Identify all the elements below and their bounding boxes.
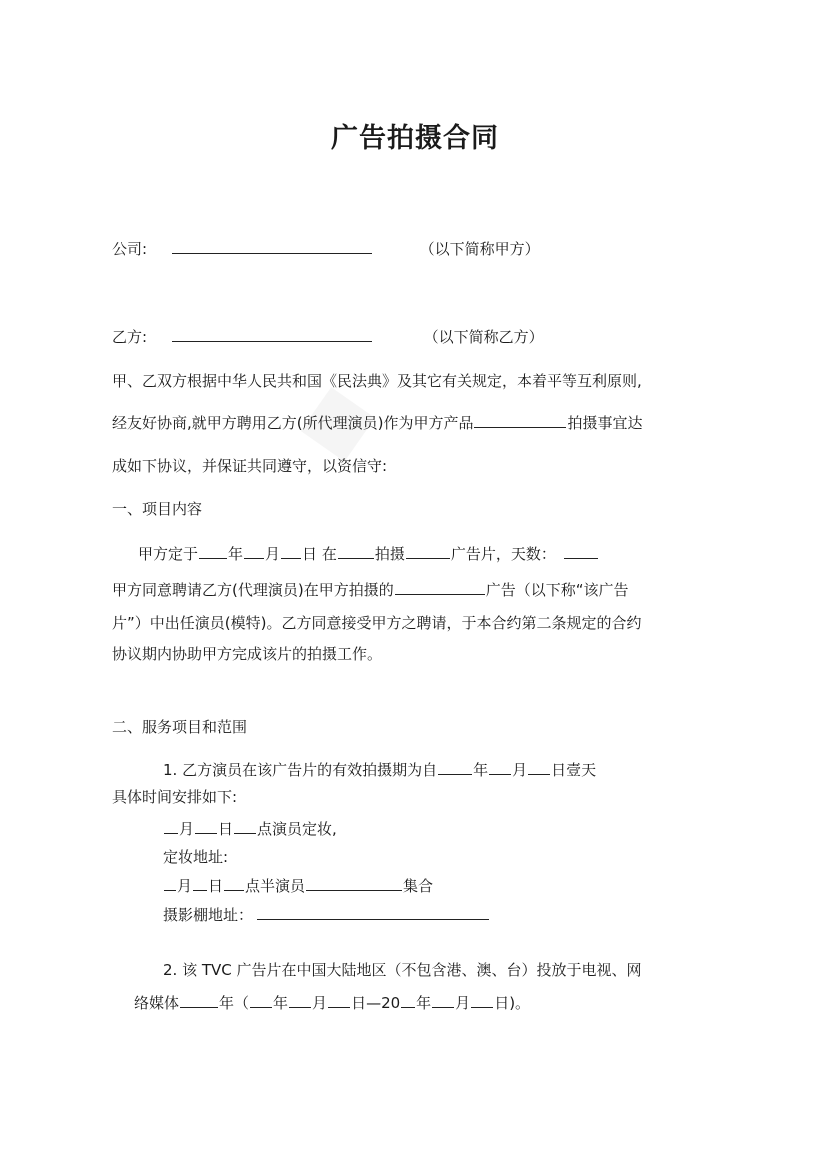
intro-line-2	[112, 412, 643, 434]
intro-line-1: 甲、乙双方根据中华人民共和国《民法典》及其它有关规定，本着平等互利原则,	[112, 372, 642, 390]
year-blank[interactable]	[438, 759, 472, 775]
day-blank[interactable]	[471, 992, 493, 1008]
month-blank[interactable]	[244, 543, 264, 559]
section-1-heading: 一、项目内容	[112, 500, 203, 518]
month-blank[interactable]	[489, 759, 511, 775]
item-1	[163, 759, 596, 781]
party-a-line	[112, 238, 540, 260]
day-blank[interactable]	[328, 992, 350, 1008]
text: 日)。	[494, 994, 531, 1012]
text: 日 在	[302, 545, 337, 563]
days-blank[interactable]	[564, 543, 598, 559]
text: 年	[473, 761, 489, 779]
studio-address	[163, 904, 490, 926]
text: 甲方同意聘请乙方(代理演员)在甲方拍摄的	[112, 581, 394, 599]
item-2-line-1: 2. 该 TVC 广告片在中国大陆地区（不包含港、澳、台）投放于电视、网	[163, 961, 642, 979]
hour-blank[interactable]	[224, 875, 244, 891]
makeup-address-label: 定妆地址:	[163, 848, 229, 866]
text: 月	[312, 994, 328, 1012]
party-b-label: 乙方:	[112, 328, 148, 346]
day-blank[interactable]	[193, 875, 207, 891]
month-blank[interactable]	[289, 992, 311, 1008]
party-b-blank[interactable]	[172, 326, 372, 342]
product-blank[interactable]	[474, 412, 566, 428]
ad-blank[interactable]	[395, 579, 485, 595]
item-1-line-2: 具体时间安排如下:	[112, 788, 238, 806]
party-b-note: （以下简称乙方）	[423, 328, 544, 346]
text: 广告片，天数：	[450, 545, 556, 563]
text: 年	[273, 994, 289, 1012]
text: 年（	[219, 994, 250, 1012]
year-blank[interactable]	[250, 992, 272, 1008]
text: 日壹天	[551, 761, 597, 779]
year-blank[interactable]	[199, 543, 227, 559]
day-blank[interactable]	[195, 818, 217, 834]
month-blank[interactable]	[432, 992, 454, 1008]
text: 拍摄	[374, 545, 405, 563]
text: 月	[512, 761, 528, 779]
year-blank[interactable]	[401, 992, 415, 1008]
section-1-p1	[138, 543, 599, 565]
text: 络媒体	[134, 994, 180, 1012]
gather-place-blank[interactable]	[306, 875, 402, 891]
month-blank[interactable]	[164, 818, 178, 834]
studio-address-blank[interactable]	[257, 904, 489, 920]
section-1-p2	[112, 579, 629, 601]
text: 集合	[403, 877, 434, 895]
years-blank[interactable]	[180, 992, 218, 1008]
item-2-line-2	[134, 992, 530, 1014]
section-2-heading: 二、服务项目和范围	[112, 718, 248, 736]
party-a-blank[interactable]	[172, 238, 372, 254]
text: 甲方定于	[138, 545, 199, 563]
text: 月	[177, 877, 193, 895]
party-a-label: 公司:	[112, 240, 148, 258]
text: 1. 乙方演员在该广告片的有效拍摄期为自	[163, 761, 438, 779]
month-blank[interactable]	[164, 875, 176, 891]
text: 月	[179, 820, 195, 838]
shoot-blank[interactable]	[406, 543, 450, 559]
day-blank[interactable]	[528, 759, 550, 775]
intro-line-3: 成如下协议，并保证共同遵守，以资信守:	[112, 457, 388, 475]
text: 广告（以下称“该广告	[485, 581, 629, 599]
schedule-makeup	[163, 818, 337, 840]
section-1-p3: 片”）中出任演员(模特)。乙方同意接受甲方之聘请，于本合约第二条规定的合约	[112, 614, 642, 632]
text: 点半演员	[245, 877, 306, 895]
text: 年	[416, 994, 432, 1012]
location-blank[interactable]	[338, 543, 374, 559]
day-blank[interactable]	[281, 543, 301, 559]
party-a-note: （以下简称甲方）	[419, 240, 540, 258]
intro-text: 经友好协商,就甲方聘用乙方(所代理演员)作为甲方产品	[112, 414, 474, 432]
hour-blank[interactable]	[234, 818, 256, 834]
intro-text: 拍摄事宜达	[567, 414, 643, 432]
text: 日—20	[351, 994, 401, 1012]
text: 年	[228, 545, 244, 563]
text: 月	[265, 545, 281, 563]
section-1-p4: 协议期内协助甲方完成该片的拍摄工作。	[112, 645, 383, 663]
party-b-line	[112, 326, 544, 348]
text: 日	[218, 820, 234, 838]
text: 日	[208, 877, 224, 895]
text: 月	[455, 994, 471, 1012]
text: 点演员定妆,	[257, 820, 337, 838]
schedule-gather	[163, 875, 433, 897]
text: 摄影棚地址：	[163, 906, 254, 924]
document-title: 广告拍摄合同	[331, 123, 499, 154]
